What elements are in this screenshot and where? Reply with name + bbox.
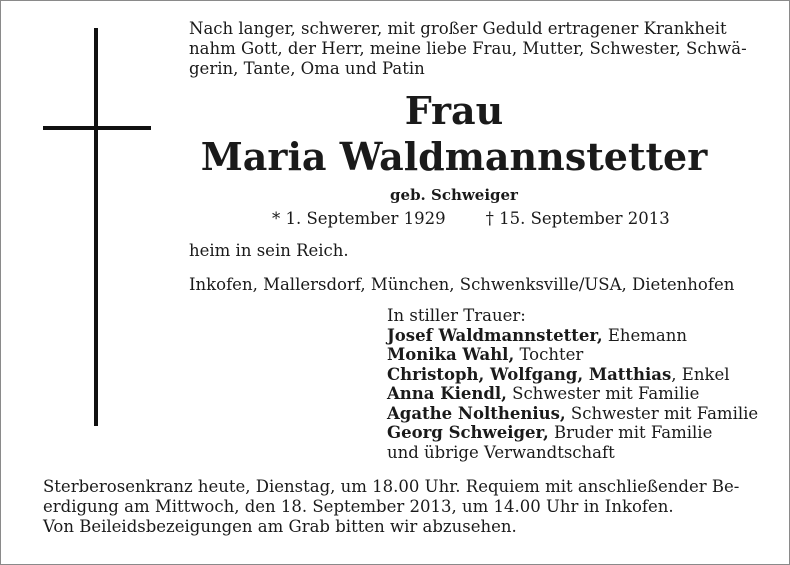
death-date: † 15. September 2013 xyxy=(485,209,670,228)
mourner-relation: Bruder mit Familie xyxy=(548,423,713,442)
mourner-name: Anna Kiendl, xyxy=(387,384,507,403)
intro-line: Nach langer, schwerer, mit großer Geduld ertragener Krankheit xyxy=(189,19,727,38)
mourner-name: Monika Wahl, xyxy=(387,345,515,364)
name-prefix: Frau xyxy=(404,88,504,133)
intro-line: gerin, Tante, Oma und Patin xyxy=(189,59,425,78)
mourner-name: Josef Waldmannstetter, xyxy=(387,325,603,345)
cross-icon xyxy=(94,28,98,426)
mourner-relation: Schwester mit Familie xyxy=(506,384,700,403)
mourner-row xyxy=(387,345,758,365)
life-dates xyxy=(272,209,670,228)
mourner-row xyxy=(387,326,758,346)
service-line: Sterberosenkranz heute, Dienstag, um 18.00 Uhr. Requiem mit anschließender Be- xyxy=(43,477,740,496)
deceased-name: Maria Waldmannstetter xyxy=(200,134,708,179)
mourner-name: Georg Schweiger, xyxy=(387,423,549,442)
intro-line: nahm Gott, der Herr, meine liebe Frau, Mutter, Schwester, Schwä- xyxy=(189,39,747,58)
mourner-row xyxy=(387,423,758,443)
service-info xyxy=(43,477,739,537)
intro-text xyxy=(189,19,747,79)
mourner-relation: , Enkel xyxy=(671,364,730,384)
mourners-block xyxy=(387,306,758,462)
service-line: erdigung am Mittwoch, den 18. September 2013, um 14.00 Uhr in Inkofen. xyxy=(43,497,674,516)
mourners-heading: In stiller Trauer: xyxy=(387,306,526,325)
mourner-row xyxy=(387,365,758,385)
mourner-relation: Tochter xyxy=(514,345,584,364)
mourner-relation: Ehemann xyxy=(602,325,687,345)
mourner-row xyxy=(387,384,758,404)
closing-phrase: heim in sein Reich. xyxy=(189,241,349,260)
mourner-name: Agathe Nolthenius, xyxy=(387,403,566,423)
places-line: Inkofen, Mallersdorf, München, Schwenksville/USA, Dietenhofen xyxy=(189,275,735,294)
condolence-note: Von Beileidsbezeigungen am Grab bitten wir abzusehen. xyxy=(43,517,517,536)
mourners-others: und übrige Verwandtschaft xyxy=(387,442,615,462)
mourner-relation: Schwester mit Familie xyxy=(565,403,759,423)
birth-date: * 1. September 1929 xyxy=(272,209,446,228)
birth-name: geb. Schweiger xyxy=(390,186,518,204)
mourner-row xyxy=(387,404,758,424)
mourner-name: Christoph, Wolfgang, Matthias xyxy=(387,364,672,384)
